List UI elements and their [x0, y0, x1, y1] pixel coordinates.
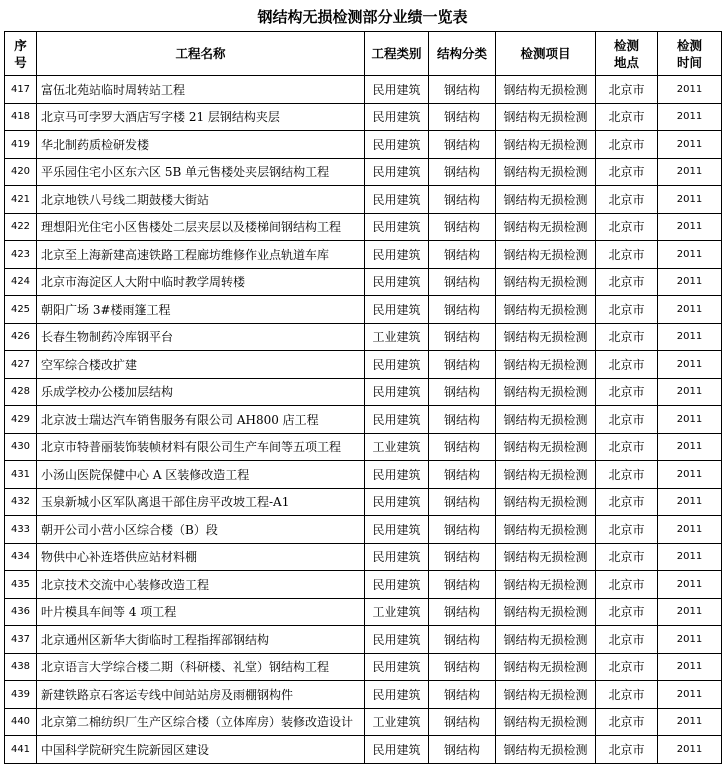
cell-year: 2011 [658, 241, 722, 269]
cell-category: 工业建筑 [365, 598, 429, 626]
cell-location: 北京市 [596, 571, 658, 599]
cell-seq: 424 [5, 268, 37, 296]
cell-item: 钢结构无损检测 [496, 213, 596, 241]
cell-name: 北京市海淀区人大附中临时教学周转楼 [37, 268, 365, 296]
cell-name: 玉泉新城小区军队离退干部住房平改坡工程-A1 [37, 488, 365, 516]
cell-name: 空军综合楼改扩建 [37, 351, 365, 379]
cell-seq: 426 [5, 323, 37, 351]
cell-seq: 417 [5, 76, 37, 104]
cell-structure: 钢结构 [429, 213, 496, 241]
table-row [5, 103, 722, 131]
table-row [5, 351, 722, 379]
page-title: 钢结构无损检测部分业绩一览表 [257, 8, 468, 26]
table-row [5, 158, 722, 186]
cell-item: 钢结构无损检测 [496, 461, 596, 489]
table-row [5, 543, 722, 571]
cell-name: 平乐园住宅小区东六区 5B 单元售楼处夹层钢结构工程 [37, 158, 365, 186]
cell-seq: 420 [5, 158, 37, 186]
cell-structure: 钢结构 [429, 268, 496, 296]
header-seq-line2: 号 [14, 54, 27, 70]
cell-category: 民用建筑 [365, 516, 429, 544]
cell-item: 钢结构无损检测 [496, 736, 596, 764]
cell-item: 钢结构无损检测 [496, 433, 596, 461]
cell-year: 2011 [658, 323, 722, 351]
cell-structure: 钢结构 [429, 351, 496, 379]
cell-year: 2011 [658, 76, 722, 104]
header-location-line1: 检测 [613, 37, 639, 53]
cell-year: 2011 [658, 186, 722, 214]
cell-location: 北京市 [596, 213, 658, 241]
cell-structure: 钢结构 [429, 461, 496, 489]
cell-category: 工业建筑 [365, 433, 429, 461]
cell-seq: 438 [5, 653, 37, 681]
header-seq-line1: 序 [14, 37, 27, 53]
cell-location: 北京市 [596, 736, 658, 764]
table-row [5, 296, 722, 324]
cell-name: 乐成学校办公楼加层结构 [37, 378, 365, 406]
cell-name: 北京第二棉纺织厂生产区综合楼（立体库房）装修改造设计 [37, 708, 365, 736]
cell-category: 工业建筑 [365, 323, 429, 351]
cell-item: 钢结构无损检测 [496, 351, 596, 379]
table-row [5, 241, 722, 269]
cell-name: 新建铁路京石客运专线中间站站房及雨棚钢构件 [37, 681, 365, 709]
cell-year: 2011 [658, 736, 722, 764]
cell-name: 物供中心补连塔供应站材料棚 [37, 543, 365, 571]
table-row [5, 736, 722, 764]
cell-seq: 441 [5, 736, 37, 764]
cell-item: 钢结构无损检测 [496, 268, 596, 296]
cell-category: 民用建筑 [365, 406, 429, 434]
cell-name: 富伍北苑站临时周转站工程 [37, 76, 365, 104]
cell-item: 钢结构无损检测 [496, 186, 596, 214]
cell-year: 2011 [658, 516, 722, 544]
cell-structure: 钢结构 [429, 516, 496, 544]
cell-seq: 431 [5, 461, 37, 489]
table-row [5, 378, 722, 406]
cell-category: 民用建筑 [365, 268, 429, 296]
cell-year: 2011 [658, 433, 722, 461]
cell-location: 北京市 [596, 598, 658, 626]
performance-table [4, 31, 722, 764]
cell-name: 北京语言大学综合楼二期（科研楼、礼堂）钢结构工程 [37, 653, 365, 681]
header-category: 工程类别 [365, 32, 429, 76]
cell-item: 钢结构无损检测 [496, 406, 596, 434]
cell-category: 民用建筑 [365, 461, 429, 489]
table-row [5, 268, 722, 296]
cell-category: 民用建筑 [365, 378, 429, 406]
cell-category: 民用建筑 [365, 296, 429, 324]
cell-name: 长春生物制药冷库钢平台 [37, 323, 365, 351]
cell-seq: 439 [5, 681, 37, 709]
cell-structure: 钢结构 [429, 736, 496, 764]
cell-item: 钢结构无损检测 [496, 626, 596, 654]
cell-seq: 419 [5, 131, 37, 159]
header-location [596, 32, 658, 76]
cell-structure: 钢结构 [429, 571, 496, 599]
cell-category: 民用建筑 [365, 626, 429, 654]
cell-location: 北京市 [596, 76, 658, 104]
cell-year: 2011 [658, 296, 722, 324]
cell-location: 北京市 [596, 131, 658, 159]
cell-name: 小汤山医院保健中心 A 区装修改造工程 [37, 461, 365, 489]
table-row [5, 516, 722, 544]
cell-location: 北京市 [596, 433, 658, 461]
cell-location: 北京市 [596, 103, 658, 131]
cell-seq: 427 [5, 351, 37, 379]
cell-location: 北京市 [596, 681, 658, 709]
cell-name: 北京马可孛罗大酒店写字楼 21 层钢结构夹层 [37, 103, 365, 131]
cell-location: 北京市 [596, 186, 658, 214]
cell-item: 钢结构无损检测 [496, 76, 596, 104]
cell-category: 民用建筑 [365, 571, 429, 599]
cell-item: 钢结构无损检测 [496, 653, 596, 681]
cell-item: 钢结构无损检测 [496, 598, 596, 626]
cell-location: 北京市 [596, 378, 658, 406]
cell-location: 北京市 [596, 708, 658, 736]
cell-seq: 421 [5, 186, 37, 214]
cell-structure: 钢结构 [429, 296, 496, 324]
cell-structure: 钢结构 [429, 406, 496, 434]
cell-seq: 422 [5, 213, 37, 241]
header-time-line1: 检测 [676, 37, 702, 53]
cell-seq: 437 [5, 626, 37, 654]
cell-year: 2011 [658, 461, 722, 489]
cell-structure: 钢结构 [429, 323, 496, 351]
header-structure: 结构分类 [429, 32, 496, 76]
cell-location: 北京市 [596, 296, 658, 324]
cell-structure: 钢结构 [429, 241, 496, 269]
cell-category: 民用建筑 [365, 158, 429, 186]
cell-seq: 428 [5, 378, 37, 406]
cell-category: 民用建筑 [365, 186, 429, 214]
cell-category: 民用建筑 [365, 213, 429, 241]
cell-structure: 钢结构 [429, 103, 496, 131]
cell-name: 北京市特普丽装饰装帧材料有限公司生产车间等五项工程 [37, 433, 365, 461]
table-row [5, 488, 722, 516]
cell-structure: 钢结构 [429, 433, 496, 461]
cell-structure: 钢结构 [429, 626, 496, 654]
cell-seq: 434 [5, 543, 37, 571]
cell-item: 钢结构无损检测 [496, 131, 596, 159]
cell-category: 民用建筑 [365, 103, 429, 131]
cell-year: 2011 [658, 131, 722, 159]
cell-category: 民用建筑 [365, 653, 429, 681]
cell-location: 北京市 [596, 241, 658, 269]
table-row [5, 653, 722, 681]
cell-category: 民用建筑 [365, 351, 429, 379]
table-row [5, 76, 722, 104]
cell-category: 民用建筑 [365, 736, 429, 764]
cell-year: 2011 [658, 103, 722, 131]
cell-item: 钢结构无损检测 [496, 488, 596, 516]
cell-seq: 430 [5, 433, 37, 461]
cell-structure: 钢结构 [429, 378, 496, 406]
cell-structure: 钢结构 [429, 158, 496, 186]
table-row [5, 131, 722, 159]
cell-structure: 钢结构 [429, 708, 496, 736]
cell-year: 2011 [658, 378, 722, 406]
cell-year: 2011 [658, 488, 722, 516]
table-row [5, 213, 722, 241]
table-row [5, 406, 722, 434]
header-seq [5, 32, 37, 76]
cell-seq: 436 [5, 598, 37, 626]
cell-seq: 418 [5, 103, 37, 131]
cell-year: 2011 [658, 406, 722, 434]
cell-category: 民用建筑 [365, 488, 429, 516]
cell-name: 叶片模具车间等 4 项工程 [37, 598, 365, 626]
cell-year: 2011 [658, 653, 722, 681]
cell-location: 北京市 [596, 158, 658, 186]
cell-location: 北京市 [596, 653, 658, 681]
cell-category: 民用建筑 [365, 543, 429, 571]
cell-seq: 435 [5, 571, 37, 599]
cell-seq: 425 [5, 296, 37, 324]
cell-year: 2011 [658, 543, 722, 571]
cell-year: 2011 [658, 681, 722, 709]
cell-structure: 钢结构 [429, 76, 496, 104]
cell-item: 钢结构无损检测 [496, 571, 596, 599]
cell-year: 2011 [658, 351, 722, 379]
cell-seq: 433 [5, 516, 37, 544]
cell-location: 北京市 [596, 543, 658, 571]
cell-year: 2011 [658, 626, 722, 654]
cell-item: 钢结构无损检测 [496, 241, 596, 269]
cell-structure: 钢结构 [429, 488, 496, 516]
table-body [5, 76, 722, 764]
cell-structure: 钢结构 [429, 186, 496, 214]
table-header [5, 32, 722, 76]
table-row [5, 461, 722, 489]
header-time [658, 32, 722, 76]
cell-category: 民用建筑 [365, 131, 429, 159]
cell-item: 钢结构无损检测 [496, 681, 596, 709]
cell-location: 北京市 [596, 323, 658, 351]
cell-seq: 432 [5, 488, 37, 516]
cell-location: 北京市 [596, 488, 658, 516]
cell-name: 北京波士瑞达汽车销售服务有限公司 AH800 店工程 [37, 406, 365, 434]
table-row [5, 681, 722, 709]
cell-seq: 440 [5, 708, 37, 736]
cell-name: 理想阳光住宅小区售楼处二层夹层以及楼梯间钢结构工程 [37, 213, 365, 241]
cell-structure: 钢结构 [429, 598, 496, 626]
cell-category: 民用建筑 [365, 681, 429, 709]
cell-item: 钢结构无损检测 [496, 296, 596, 324]
cell-name: 北京地铁八号线二期鼓楼大街站 [37, 186, 365, 214]
cell-name: 朝阳广场 3#楼雨篷工程 [37, 296, 365, 324]
cell-seq: 423 [5, 241, 37, 269]
table-row [5, 433, 722, 461]
header-item: 检测项目 [496, 32, 596, 76]
cell-year: 2011 [658, 158, 722, 186]
cell-item: 钢结构无损检测 [496, 378, 596, 406]
cell-category: 民用建筑 [365, 241, 429, 269]
cell-structure: 钢结构 [429, 681, 496, 709]
cell-year: 2011 [658, 708, 722, 736]
cell-location: 北京市 [596, 516, 658, 544]
cell-location: 北京市 [596, 351, 658, 379]
cell-item: 钢结构无损检测 [496, 708, 596, 736]
cell-category: 民用建筑 [365, 76, 429, 104]
table-row [5, 186, 722, 214]
cell-year: 2011 [658, 571, 722, 599]
table-row [5, 571, 722, 599]
table-row [5, 323, 722, 351]
cell-location: 北京市 [596, 406, 658, 434]
cell-year: 2011 [658, 213, 722, 241]
cell-name: 中国科学院研究生院新园区建设 [37, 736, 365, 764]
cell-year: 2011 [658, 598, 722, 626]
table-row [5, 598, 722, 626]
cell-name: 华北制药质检研发楼 [37, 131, 365, 159]
cell-item: 钢结构无损检测 [496, 103, 596, 131]
header-location-line2: 地点 [613, 54, 639, 70]
cell-location: 北京市 [596, 626, 658, 654]
table-row [5, 708, 722, 736]
header-time-line2: 时间 [676, 54, 702, 70]
cell-item: 钢结构无损检测 [496, 323, 596, 351]
cell-location: 北京市 [596, 268, 658, 296]
cell-year: 2011 [658, 268, 722, 296]
cell-name: 朝开公司小营小区综合楼（B）段 [37, 516, 365, 544]
cell-item: 钢结构无损检测 [496, 543, 596, 571]
cell-category: 工业建筑 [365, 708, 429, 736]
cell-location: 北京市 [596, 461, 658, 489]
cell-item: 钢结构无损检测 [496, 158, 596, 186]
header-name: 工程名称 [37, 32, 365, 76]
cell-item: 钢结构无损检测 [496, 516, 596, 544]
table-row [5, 626, 722, 654]
cell-structure: 钢结构 [429, 131, 496, 159]
cell-structure: 钢结构 [429, 543, 496, 571]
cell-name: 北京至上海新建高速铁路工程廊坊维修作业点轨道车库 [37, 241, 365, 269]
cell-name: 北京技术交流中心装修改造工程 [37, 571, 365, 599]
cell-name: 北京通州区新华大街临时工程指挥部钢结构 [37, 626, 365, 654]
header-row [5, 32, 722, 76]
cell-structure: 钢结构 [429, 653, 496, 681]
cell-seq: 429 [5, 406, 37, 434]
